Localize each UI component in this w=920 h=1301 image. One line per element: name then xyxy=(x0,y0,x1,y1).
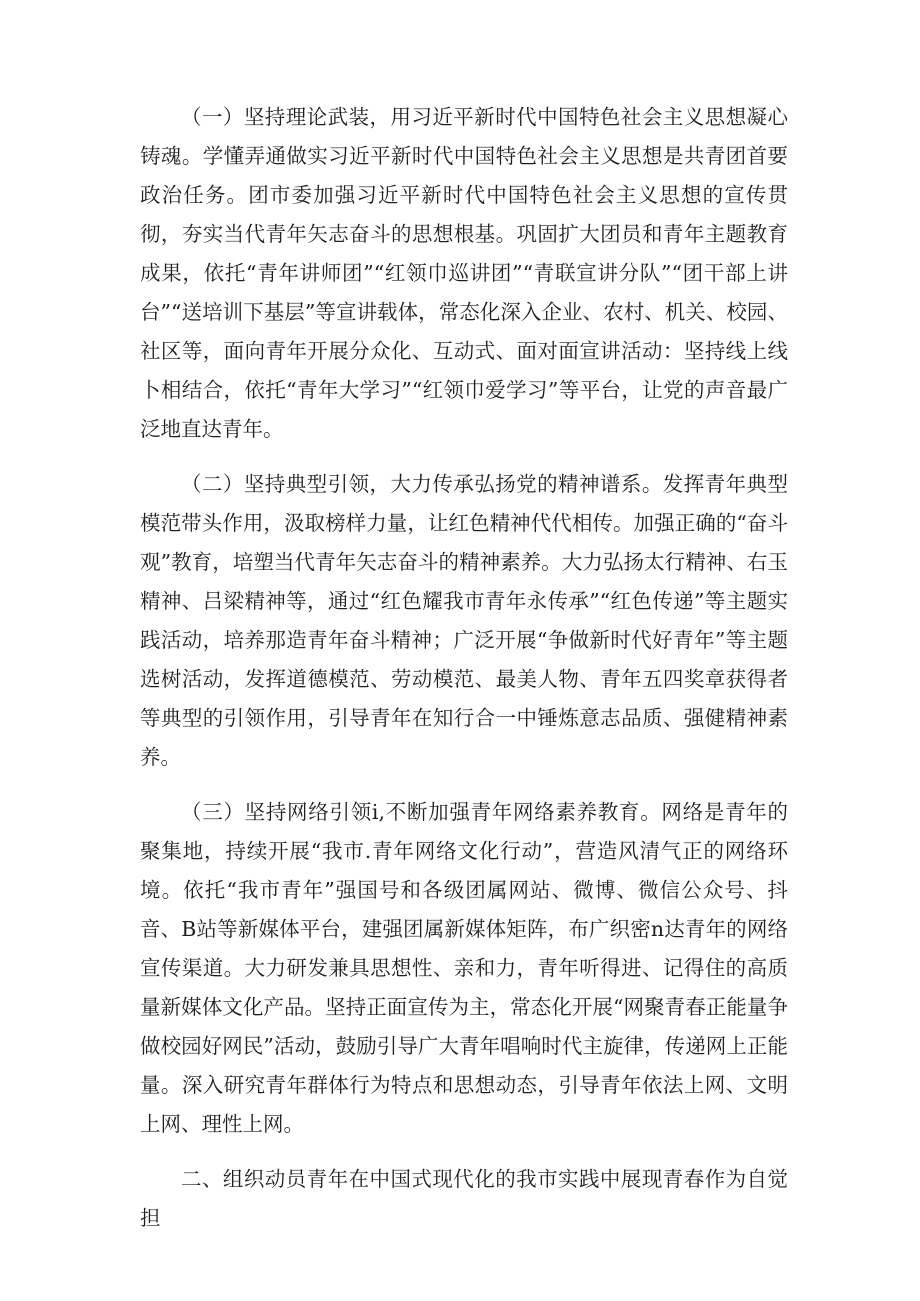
paragraph-role-models: （二）坚持典型引领，大力传承弘扬党的精神谱系。发挥青年典型模范带头作用，汲取榜样力量，让红色精神代代相传。加强正确的“奋斗观”教育，培塑当代青年矢志奋斗的精神素养。大力弘扬太行精神、右玉精神、吕梁精神等，通过“红色耀我市青年永传承”“红色传递”等主题实践活动，培养那造青年奋斗精神；广泛开展“争做新时代好青年”等主题选树活动，发挥道德模范、劳动模范、最美人物、青年五四奖章获得者等典型的引领作用，引导青年在知行合一中锤炼意志品质、强健精神素养。 xyxy=(140,472,788,769)
document-body xyxy=(140,98,788,1238)
paragraph-theory: （一）坚持理论武装，用习近平新时代中国特色社会主义思想凝心铸魂。学懂弄通做实习近平新时代中国特色社会主义思想是共青团首要政治任务。团市委加强习近平新时代中国特色社会主义思想的宣传贯彻，夯实当代青年矢志奋斗的思想根基。巩固扩大团员和青年主题教育成果，依托“青年讲师团”“红领巾巡讲团”“青联宣讲分队”“团干部上讲台”“送培训下基层”等宣讲载体，常态化深入企业、农村、机关、校园、社区等，面向青年开展分众化、互动式、面对面宣讲活动：坚持线上线卜相结合，依托“青年大学习”“红领巾爱学习”等平台，让党的声音最广泛地直达青年。 xyxy=(140,105,788,441)
paragraph-network: （三）坚持网络引领i,不断加强青年网络素养教育。网络是青年的聚集地，持续开展“我市.青年网络文化行动”，营造风清气正的网络环境。依托“我市青年”强国号和各级团属网站、微博、微信公众号、抖音、B站等新媒体平台，建强团属新媒体矩阵，布广织密n达青年的网络宣传渠道。大力研发兼具思想性、亲和力，青年听得进、记得住的高质量新媒体文化产品。坚持正面宣传为主，常态化开展“网聚青春正能量争做校园好网民”活动，鼓励引导广大青年唱响时代主旋律，传递网上正能量。深入研究青年群体行为特点和思想动态，引导青年依法上网、文明上网、理性上网。 xyxy=(140,800,788,1136)
section-heading-two: 二、组织动员青年在中国式现代化的我市实践中展现青春作为自觉担 xyxy=(140,1167,788,1230)
